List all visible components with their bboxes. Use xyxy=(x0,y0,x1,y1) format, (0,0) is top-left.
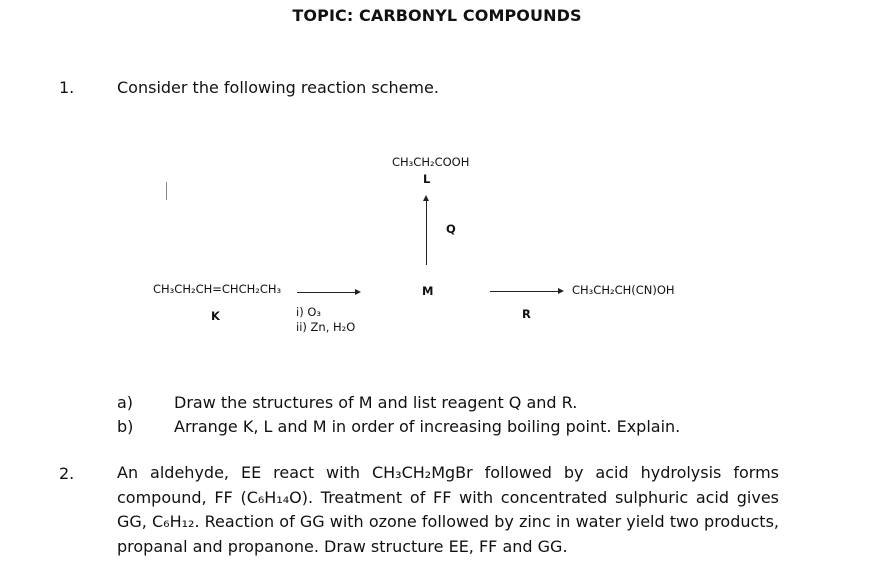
page-title: TOPIC: CARBONYL COMPOUNDS xyxy=(292,6,582,25)
stray-mark xyxy=(166,182,167,200)
question-1-number: 1. xyxy=(59,78,75,97)
ozonolysis-reagent-2: ii) Zn, H₂O xyxy=(296,320,356,334)
compound-l-label: L xyxy=(423,172,431,186)
part-b-label: b) xyxy=(117,417,134,436)
part-a-label: a) xyxy=(117,393,134,412)
arrow-m-to-l xyxy=(426,200,427,265)
ozonolysis-reagent-1: i) O₃ xyxy=(296,305,321,319)
part-a-text: Draw the structures of M and list reagent Q and R. xyxy=(174,393,578,412)
arrow-m-to-product xyxy=(490,291,562,292)
compound-l-formula: CH₃CH₂COOH xyxy=(392,155,470,169)
reagent-q-label: Q xyxy=(446,222,456,236)
question-2-number: 2. xyxy=(59,464,75,483)
compound-k-label: K xyxy=(211,309,220,323)
arrow-k-to-m xyxy=(297,292,359,293)
product-formula: CH₃CH₂CH(CN)OH xyxy=(572,283,675,297)
question-1-intro: Consider the following reaction scheme. xyxy=(117,78,439,97)
part-b-text: Arrange K, L and M in order of increasing boiling point. Explain. xyxy=(174,417,681,436)
compound-k-formula: CH₃CH₂CH=CHCH₂CH₃ xyxy=(153,282,282,296)
reagent-r-label: R xyxy=(522,307,531,321)
question-2-text: An aldehyde, EE react with CH₃CH₂MgBr followed by acid hydrolysis forms compound, FF (C₆H₁₄O). Treatment of FF with concentrated sulphuric acid gives GG, C₆H₁₂. Reaction of GG with ozone followed by zinc in water yield two products, propanal and propanone. Draw structure EE, FF and GG. xyxy=(117,463,779,556)
compound-m-label: M xyxy=(422,284,434,298)
